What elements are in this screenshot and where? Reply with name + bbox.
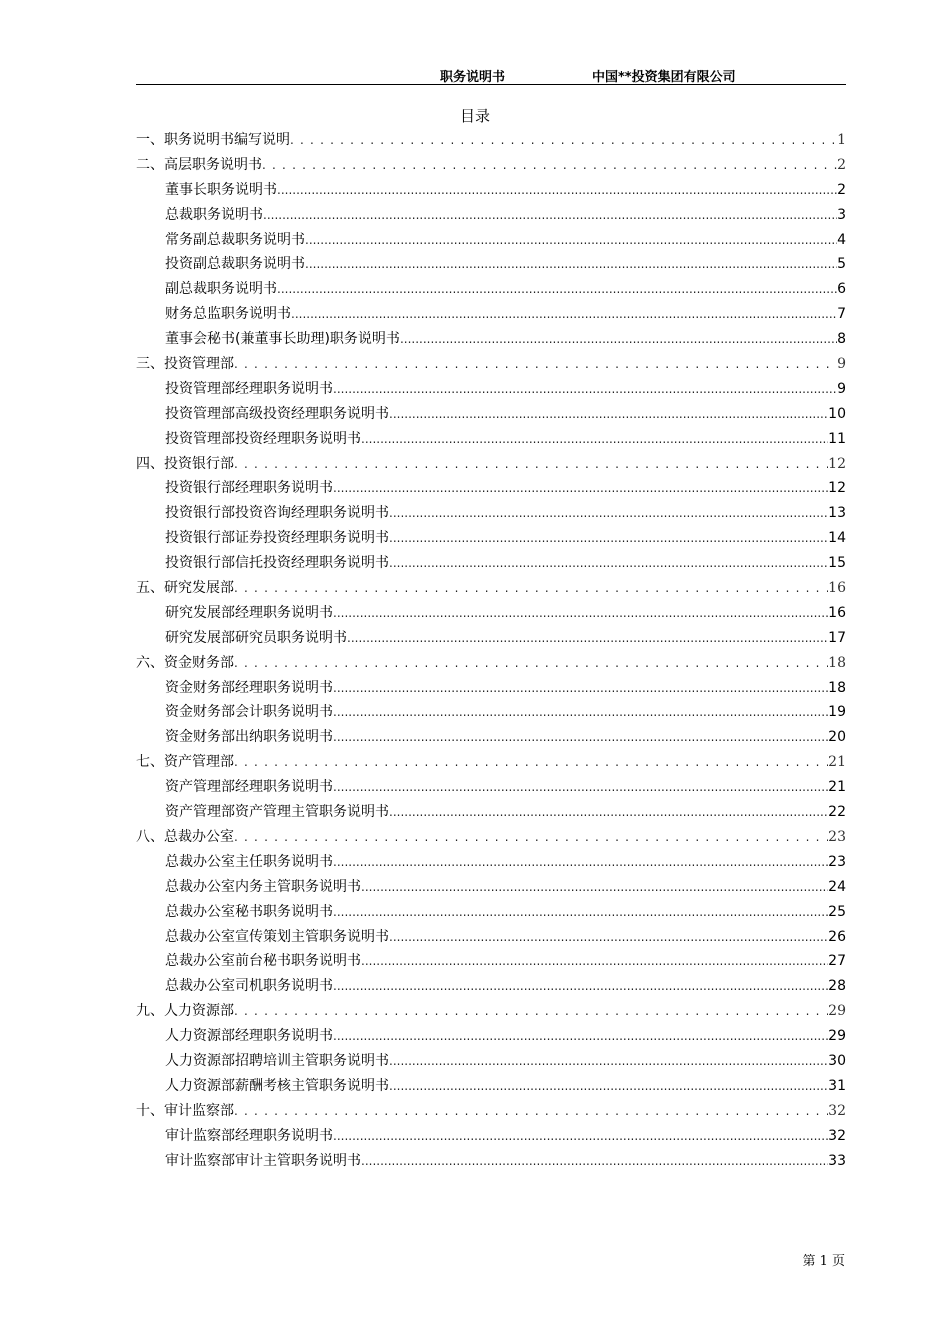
toc-subentry[interactable] <box>136 725 846 750</box>
toc-entry-label: 研究发展部经理职务说明书 <box>165 604 333 621</box>
toc-entry-page-number: 24 <box>828 878 846 895</box>
toc-entry-label: 总裁职务说明书 <box>165 206 263 223</box>
toc-dot-leader <box>333 676 828 701</box>
toc-dot-leader <box>290 128 837 153</box>
toc-entry-label: 投资管理部投资经理职务说明书 <box>165 430 361 447</box>
toc-entry-page-number: 7 <box>837 306 846 323</box>
toc-section-entry[interactable] <box>136 452 846 477</box>
toc-section-entry[interactable] <box>136 576 846 601</box>
toc-section-entry[interactable] <box>136 651 846 676</box>
toc-entry-label: 审计监察部审计主管职务说明书 <box>165 1152 361 1169</box>
toc-entry-page-number: 4 <box>837 231 846 248</box>
toc-dot-leader <box>389 925 828 950</box>
toc-subentry[interactable] <box>136 476 846 501</box>
toc-entry-page-number: 18 <box>828 654 846 671</box>
toc-entry-page-number: 28 <box>828 978 846 995</box>
toc-entry-page-number: 19 <box>828 704 846 721</box>
toc-entry-label: 投资银行部经理职务说明书 <box>165 480 333 497</box>
toc-entry-page-number: 23 <box>828 853 846 870</box>
toc-entry-page-number: 12 <box>828 480 846 497</box>
toc-subentry[interactable] <box>136 601 846 626</box>
toc-entry-label: 投资银行部信托投资经理职务说明书 <box>165 555 389 572</box>
toc-dot-leader <box>234 1099 828 1124</box>
toc-section-entry[interactable] <box>136 352 846 377</box>
toc-entry-label: 总裁办公室前台秘书职务说明书 <box>165 953 361 970</box>
toc-subentry[interactable] <box>136 1149 846 1174</box>
toc-dot-leader <box>234 825 828 850</box>
toc-dot-leader <box>361 427 828 452</box>
toc-entry-label: 研究发展部研究员职务说明书 <box>165 629 347 646</box>
toc-subentry[interactable] <box>136 302 846 327</box>
toc-subentry[interactable] <box>136 203 846 228</box>
toc-entry-label: 董事长职务说明书 <box>165 181 277 198</box>
toc-subentry[interactable] <box>136 1024 846 1049</box>
toc-entry-label: 投资银行部投资咨询经理职务说明书 <box>165 505 389 522</box>
toc-section-entry[interactable] <box>136 1099 846 1124</box>
toc-section-entry[interactable] <box>136 128 846 153</box>
toc-dot-leader <box>389 402 828 427</box>
toc-dot-leader <box>333 775 828 800</box>
toc-entry-page-number: 32 <box>828 1127 846 1144</box>
table-of-contents <box>136 128 846 1173</box>
toc-entry-page-number: 30 <box>828 1052 846 1069</box>
toc-entry-page-number: 8 <box>837 331 846 348</box>
toc-dot-leader <box>389 1074 828 1099</box>
toc-entry-label: 人力资源部招聘培训主管职务说明书 <box>165 1052 389 1069</box>
toc-subentry[interactable] <box>136 327 846 352</box>
toc-dot-leader <box>333 974 828 999</box>
toc-entry-page-number: 27 <box>828 953 846 970</box>
header-company: 中国**投资集团有限公司 <box>592 70 736 85</box>
toc-dot-leader <box>277 277 837 302</box>
toc-dot-leader <box>333 377 837 402</box>
toc-entry-page-number: 21 <box>828 779 846 796</box>
toc-entry-label: 资产管理部经理职务说明书 <box>165 779 333 796</box>
toc-subentry[interactable] <box>136 676 846 701</box>
toc-subentry[interactable] <box>136 1124 846 1149</box>
toc-entry-label: 一、职务说明书编写说明 <box>136 132 290 148</box>
toc-entry-label: 三、投资管理部 <box>136 356 234 373</box>
toc-dot-leader <box>291 302 837 327</box>
toc-entry-label: 投资银行部证券投资经理职务说明书 <box>165 530 389 547</box>
toc-entry-page-number: 22 <box>828 804 846 821</box>
toc-dot-leader <box>400 327 837 352</box>
toc-subentry[interactable] <box>136 501 846 526</box>
toc-dot-leader <box>389 1049 828 1074</box>
toc-entry-page-number: 6 <box>837 281 846 298</box>
toc-subentry[interactable] <box>136 1049 846 1074</box>
toc-entry-page-number: 16 <box>828 580 846 597</box>
toc-subentry[interactable] <box>136 974 846 999</box>
toc-subentry[interactable] <box>136 850 846 875</box>
toc-entry-page-number: 14 <box>828 530 846 547</box>
toc-subentry[interactable] <box>136 377 846 402</box>
toc-dot-leader <box>234 750 828 775</box>
toc-subentry[interactable] <box>136 178 846 203</box>
toc-dot-leader <box>389 551 828 576</box>
toc-subentry[interactable] <box>136 228 846 253</box>
toc-entry-label: 人力资源部薪酬考核主管职务说明书 <box>165 1077 389 1094</box>
toc-entry-page-number: 18 <box>828 679 846 696</box>
toc-dot-leader <box>234 651 828 676</box>
toc-dot-leader <box>234 452 828 477</box>
toc-entry-page-number: 10 <box>828 405 846 422</box>
toc-subentry[interactable] <box>136 800 846 825</box>
toc-entry-page-number: 17 <box>828 629 846 646</box>
toc-subentry[interactable] <box>136 900 846 925</box>
toc-entry-page-number: 11 <box>828 430 846 447</box>
toc-entry-label: 资产管理部资产管理主管职务说明书 <box>165 804 389 821</box>
toc-section-entry[interactable] <box>136 153 846 178</box>
toc-entry-label: 六、资金财务部 <box>136 654 234 671</box>
toc-dot-leader <box>262 153 837 178</box>
toc-entry-page-number: 2 <box>837 156 846 173</box>
toc-dot-leader <box>333 601 828 626</box>
toc-dot-leader <box>263 203 837 228</box>
toc-dot-leader <box>389 800 828 825</box>
toc-entry-page-number: 1 <box>837 132 846 148</box>
toc-entry-page-number: 13 <box>828 505 846 522</box>
toc-subentry[interactable] <box>136 252 846 277</box>
toc-entry-label: 五、研究发展部 <box>136 580 234 597</box>
page-number-footer: 第 1 页 <box>802 1254 845 1269</box>
toc-dot-leader <box>333 700 828 725</box>
toc-entry-label: 财务总监职务说明书 <box>165 306 291 323</box>
toc-subentry[interactable] <box>136 925 846 950</box>
toc-entry-page-number: 29 <box>828 1028 846 1045</box>
toc-entry-label: 八、总裁办公室 <box>136 828 234 845</box>
toc-subentry[interactable] <box>136 626 846 651</box>
toc-entry-label: 四、投资银行部 <box>136 455 234 472</box>
toc-entry-page-number: 15 <box>828 555 846 572</box>
toc-entry-label: 总裁办公室主任职务说明书 <box>165 853 333 870</box>
toc-entry-label: 二、高层职务说明书 <box>136 156 262 173</box>
toc-entry-label: 总裁办公室内务主管职务说明书 <box>165 878 361 895</box>
toc-entry-label: 副总裁职务说明书 <box>165 281 277 298</box>
toc-subentry[interactable] <box>136 427 846 452</box>
toc-dot-leader <box>277 178 837 203</box>
toc-section-entry[interactable] <box>136 750 846 775</box>
toc-subentry[interactable] <box>136 277 846 302</box>
toc-entry-label: 总裁办公室司机职务说明书 <box>165 978 333 995</box>
toc-dot-leader <box>333 725 828 750</box>
toc-entry-label: 总裁办公室宣传策划主管职务说明书 <box>165 928 389 945</box>
toc-dot-leader <box>389 501 828 526</box>
toc-dot-leader <box>234 352 837 377</box>
toc-subentry[interactable] <box>136 1074 846 1099</box>
toc-title: 目录 <box>459 107 490 125</box>
toc-entry-page-number: 9 <box>837 380 846 397</box>
toc-dot-leader <box>333 476 828 501</box>
page-header <box>136 66 846 85</box>
toc-dot-leader <box>347 626 828 651</box>
toc-subentry[interactable] <box>136 551 846 576</box>
toc-entry-page-number: 9 <box>837 356 846 373</box>
toc-dot-leader <box>389 526 828 551</box>
toc-entry-label: 人力资源部经理职务说明书 <box>165 1028 333 1045</box>
toc-entry-label: 投资副总裁职务说明书 <box>165 256 305 273</box>
toc-entry-label: 常务副总裁职务说明书 <box>165 231 305 248</box>
toc-entry-page-number: 5 <box>837 256 846 273</box>
toc-entry-label: 投资管理部经理职务说明书 <box>165 380 333 397</box>
toc-entry-page-number: 3 <box>837 206 846 223</box>
toc-entry-page-number: 29 <box>828 1003 846 1020</box>
toc-subentry[interactable] <box>136 402 846 427</box>
toc-section-entry[interactable] <box>136 999 846 1024</box>
toc-subentry[interactable] <box>136 526 846 551</box>
toc-entry-page-number: 2 <box>837 181 846 198</box>
toc-entry-page-number: 23 <box>828 828 846 845</box>
toc-dot-leader <box>361 1149 828 1174</box>
toc-dot-leader <box>333 900 828 925</box>
toc-entry-label: 审计监察部经理职务说明书 <box>165 1127 333 1144</box>
toc-entry-label: 投资管理部高级投资经理职务说明书 <box>165 405 389 422</box>
toc-dot-leader <box>361 949 828 974</box>
toc-dot-leader <box>333 1024 828 1049</box>
toc-entry-label: 七、资产管理部 <box>136 754 234 771</box>
toc-dot-leader <box>361 875 828 900</box>
toc-entry-label: 总裁办公室秘书职务说明书 <box>165 903 333 920</box>
toc-entry-page-number: 12 <box>828 455 846 472</box>
toc-dot-leader <box>333 1124 828 1149</box>
toc-dot-leader <box>234 576 828 601</box>
toc-entry-label: 十、审计监察部 <box>136 1102 234 1119</box>
toc-entry-page-number: 16 <box>828 604 846 621</box>
toc-entry-page-number: 31 <box>828 1077 846 1094</box>
toc-dot-leader <box>333 850 828 875</box>
toc-subentry[interactable] <box>136 949 846 974</box>
toc-subentry[interactable] <box>136 775 846 800</box>
toc-entry-page-number: 21 <box>828 754 846 771</box>
toc-entry-label: 资金财务部出纳职务说明书 <box>165 729 333 746</box>
toc-entry-label: 资金财务部会计职务说明书 <box>165 704 333 721</box>
toc-entry-page-number: 25 <box>828 903 846 920</box>
toc-entry-label: 资金财务部经理职务说明书 <box>165 679 333 696</box>
header-doc-title: 职务说明书 <box>440 70 506 85</box>
toc-entry-page-number: 32 <box>828 1102 846 1119</box>
toc-entry-label: 董事会秘书(兼董事长助理)职务说明书 <box>165 331 400 348</box>
toc-entry-label: 九、人力资源部 <box>136 1003 234 1020</box>
toc-dot-leader <box>234 999 828 1024</box>
toc-dot-leader <box>305 252 837 277</box>
toc-dot-leader <box>305 228 837 253</box>
toc-section-entry[interactable] <box>136 825 846 850</box>
toc-subentry[interactable] <box>136 875 846 900</box>
toc-entry-page-number: 20 <box>828 729 846 746</box>
toc-entry-page-number: 33 <box>828 1152 846 1169</box>
toc-entry-page-number: 26 <box>828 928 846 945</box>
toc-subentry[interactable] <box>136 700 846 725</box>
